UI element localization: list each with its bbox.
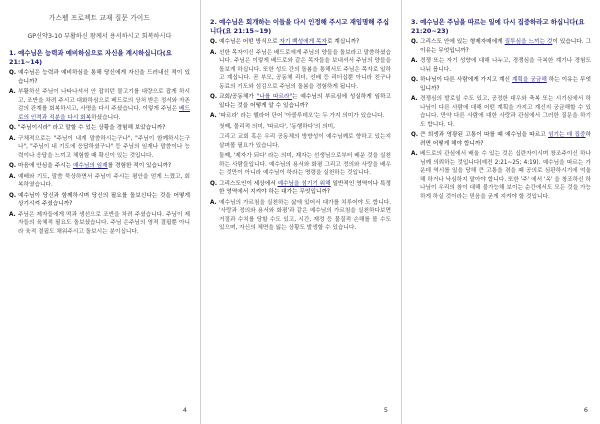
answer-item xyxy=(411,95,591,129)
answer-item xyxy=(9,211,190,237)
item-text: 하나님이 다른 사람에게 가지고 계신 계획을 궁금해 하는 이유는 무엇입니까? xyxy=(420,77,591,92)
item-text: 부활하신 주님이 나타나셔서 안 잡히던 물고기를 대량으로 잡게 하시고, 조반을 차려 주시고 대화하심으로 베드로의 상처 받은 정서와 자존감의 관계를 회복하시고, 사명을 다시 주셨습니다. 이렇게 주님은 베드로의 인격과 직분을 다시 회복하셨습니다. xyxy=(18,89,190,121)
item-marker: A. xyxy=(210,199,217,206)
item-text: 예수님은 능력과 예비하심을 통해 당신에게 자신을 드러내신 적이 있습니까? xyxy=(18,70,190,85)
section-heading-1: 1. 예수님은 능력과 예비하심으로 자신을 계시하십니다(요 21:1~14) xyxy=(9,49,172,66)
item-marker: Q. xyxy=(9,163,16,169)
question-item xyxy=(411,38,591,55)
item-marker: Q. xyxy=(9,70,16,76)
answer-item xyxy=(9,88,190,122)
question-item xyxy=(9,69,190,86)
qa-list xyxy=(210,38,391,233)
answer-item xyxy=(411,150,591,201)
item-text: 베드로의 관심에서 배울 수 있는 것은 십란자이시며 창조주이신 하나님께 의뢰하는 것입니다(예전 2:21~25; 4:19). 예수님을 따르는 가운데 역시를 일을 당해 큰 고통을 겪을 때 공의로 심판하시기에 억울해 하거나 낙심하지 말아야 합니다. 또한 '주' 에서 '옥' 을 창조하신 하나님이 우리의 참이 대해 불가능해 보이는 순간에서도 모든 것을 가능하게 하실 것이라는 믿음을 굳게 지켜야 할 것입니다. xyxy=(420,151,591,200)
item-marker xyxy=(210,133,219,150)
item-text: 구체적으로는 "주님이 내게 말씀하시는구나", "주님이 함께하시는구나", "주님이 내 기도에 응답하셨구나" 등 주님의 임재나 말씀이나 능력이나 응답을 느끼고 체험할 때 확신이 있는 것입니다. xyxy=(18,135,190,159)
item-text: 첫째, 물리적 의미, '따르다', '동행하다'의 의미, xyxy=(219,123,335,130)
page-6 xyxy=(401,0,600,424)
underlined-phrase: 섬기는 데 집중 xyxy=(547,132,586,138)
answer-item xyxy=(210,112,391,121)
item-marker: A. xyxy=(9,211,16,218)
question-item xyxy=(411,131,591,148)
answer-item xyxy=(210,49,391,92)
item-marker xyxy=(210,152,219,178)
item-marker: Q. xyxy=(210,39,217,45)
item-text: '따르라' 라는 헬라어 단어 '아콜루데오'는 두 가지 의미가 있습니다. xyxy=(219,113,385,119)
item-marker: A. xyxy=(411,96,418,102)
item-marker: Q. xyxy=(411,77,418,83)
item-text: 경쟁심의 발로일 수도 있고, 공정한 대우와 축복 또는 시기심에서 하나님이 다른 사람에 대해 어떤 계획을 가지고 계신지 궁금해할 수 있습니다. 만약 다른 사람에 대한 사랑과 관심에서 그러한 질문을 하기도 합니다. 다. xyxy=(420,96,591,128)
item-marker: A. xyxy=(9,89,16,95)
item-marker: A. xyxy=(9,173,16,180)
item-text: 그리스도 안에 있는 형제자매에게 질투심을 느끼는 것이 있습니다. 그 이유는 무엇입니까? xyxy=(420,39,591,54)
qa-list xyxy=(411,38,591,201)
page-4 xyxy=(0,0,199,424)
item-marker: Q. xyxy=(9,125,16,131)
item-text: 예배와 기도, 말씀 묵상하면서 주님이 주시는 평안을 얻게 느꼈고, 회복하였습니다. xyxy=(18,173,190,188)
item-marker: A. xyxy=(411,58,418,64)
underlined-phrase: 베드로의 인격과 직분을 다시 회복 xyxy=(18,106,190,121)
item-marker: Q. xyxy=(210,94,217,100)
item-marker: A. xyxy=(210,49,217,56)
item-marker: Q. xyxy=(210,180,217,187)
item-marker: Q. xyxy=(411,132,418,138)
item-text: 경쟁 또는 자기 성향에 대해 나누고, 경쟁심을 극복한 계기나 경험도 나눠 봅니다. xyxy=(420,58,591,73)
item-text: 예수님의 가르침을 실천하는 삶에 있어서 대가를 치루어야 도 합니다. '사랑과 정의와 용서와 화평'과 같은 예수님의 가르침을 실천하다보면 거절과 수치를 당할 수도 있고, 시간, 재정 등 물질적 손해를 볼 수도 있으며, 자신의 체면을 잃는 상황도 발생할 수 있습니다. xyxy=(219,199,391,231)
underlined-phrase: 자기 백성에게 목자 xyxy=(279,39,327,45)
item-marker xyxy=(210,123,219,132)
answer-item xyxy=(210,199,391,233)
answer-item xyxy=(9,173,190,190)
item-text: 마음에 안심을 주시는 예수님의 임재를 경험한 적이 있습니까? xyxy=(18,163,172,169)
section-heading-2: 2. 예수님은 회개하는 이들을 다시 인정해 주시고 재임명해 주십니다(요 21:15~19) xyxy=(210,18,390,35)
item-text: "주님이시라" 라고 말할 수 있는 상황을 경험해 보았습니까? xyxy=(18,125,166,131)
item-text: 큰 희생과 영광된 고통이 따를 때 예수님을 따르고 섬기는 데 집중하려면 어떻게 해야 합니까? xyxy=(420,132,591,147)
answer-item xyxy=(210,152,391,178)
item-text: 선한 목자이신 주님은 베드로에게 주님의 양들을 돌보라고 말씀하셨습니다. 주님은 이렇게 베드로와 같은 목자들을 보내셔서 주님의 양들을 돌보게 하십니다. 또한 성도 간의 돌봄을 통해서도 주님은 목자로 일하고 계십니다. 곧 부모, 공동체 리더, 선배 등 리더십뿐 아니라 친구나 동료의 기도와 섬김으로 주님의 돌봄을 경험하게 됩니다. xyxy=(219,49,391,90)
guide-title: 가스펠 프로젝트 교재 질문 가이드 xyxy=(48,14,151,22)
answer-item xyxy=(9,135,190,161)
page-number: 4 xyxy=(182,406,187,414)
underlined-phrase: 예수님의 임재 xyxy=(72,163,108,169)
answer-item xyxy=(210,123,391,132)
qa-list xyxy=(9,69,190,236)
item-marker: A. xyxy=(9,135,16,142)
item-marker: A. xyxy=(411,151,418,157)
item-text: 그리고 교회 혹은 우리 공동체의 방향성이 예수님께로 향하고 있는지 살펴볼 필요가 있습니다. xyxy=(219,134,391,149)
item-text: 둘째, '제자가 되다' 라는 의미, 제자는 선생님으로부터 배운 것을 실천하는 사람들입니다. 예수님의 용서와 화평 그리고 정의와 사랑을 배우는 것만이 아니라 예수님이 하라는 명령을 실천하는 것입니다. xyxy=(219,153,391,176)
item-text: 예수님이 당신과 함께하시며 당신의 필요를 돌보신다는 것을 어떻게 상기시켜 주셨습니까? xyxy=(18,192,190,207)
underlined-phrase: "나를 따르라" xyxy=(256,94,293,100)
answer-item xyxy=(411,57,591,74)
question-item xyxy=(210,38,391,47)
item-text: 그리스도인이 세상에서 예수님을 섬기기 위해 일반적인 영역이나 특정한 영역에서 지켜야 하는 대가는 무엇입니까? xyxy=(219,180,392,195)
item-text: 예수님은 어떤 방식으로 자기 백성에게 목자로 계십니까? xyxy=(219,39,360,45)
underlined-phrase: 질투심을 느끼는 것 xyxy=(504,39,553,45)
underlined-phrase: 계획을 궁금해 xyxy=(511,77,547,83)
item-text: 주님은 제자들에게 떡과 생선으로 조반을 차려 주셨습니다. 주님이 제자들의 육체적 필요도 돌보셨습니다. 주님 은주님의 영적 결핍뿐 아니라 육적 결핍도 채워주시고 돌보시는 분이십니다. xyxy=(18,211,190,235)
question-item xyxy=(9,192,190,209)
item-marker: Q. xyxy=(411,39,418,45)
page-number: 6 xyxy=(583,406,588,414)
question-item xyxy=(210,93,391,110)
section-heading-3: 3. 예수님은 주님을 따르는 일에 다시 집중하라고 하십니다(요 21:20~23) xyxy=(411,18,585,35)
lesson-subtitle: GP신약3-10 부활하신 왕께서 용서하시고 회복하시다 xyxy=(27,33,172,40)
question-item xyxy=(9,124,190,133)
item-marker: A. xyxy=(210,113,217,119)
item-marker: Q. xyxy=(9,192,16,199)
page-number: 5 xyxy=(383,406,388,414)
underlined-phrase: 예수님을 섬기기 위해 xyxy=(277,180,331,187)
answer-item xyxy=(210,133,391,150)
page-5 xyxy=(200,0,400,424)
question-item xyxy=(9,162,190,171)
question-item xyxy=(411,76,591,93)
item-text: 교회/공동체가 "나를 따르라"는 예수님의 부르심에 성실하게 임하고 있다는 것을 어떻게 알 수 있습니까? xyxy=(219,94,391,109)
question-item xyxy=(210,180,391,197)
